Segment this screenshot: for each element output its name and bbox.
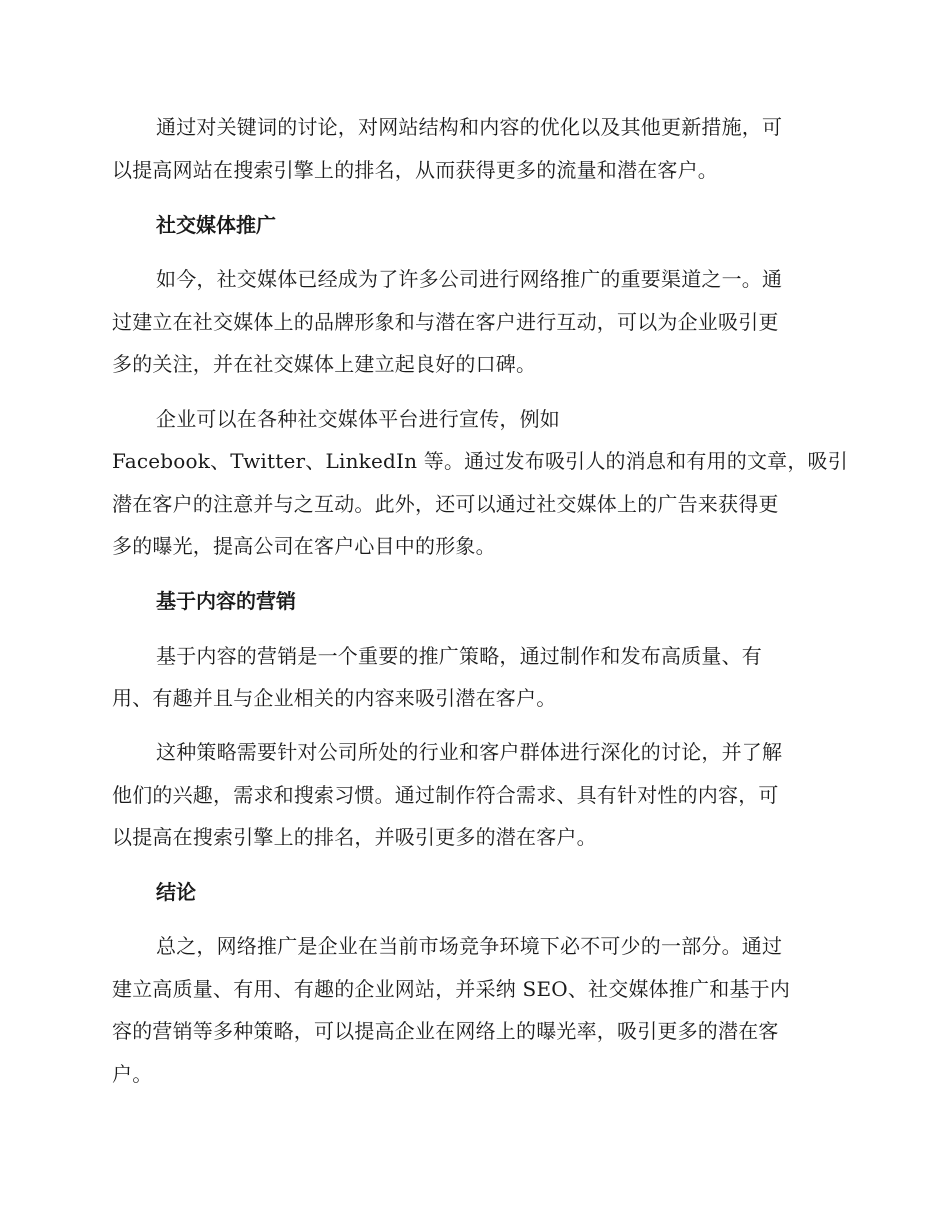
paragraph-5-line-1: 这种策略需要针对公司所处的行业和客户群体进行深化的讨论，并了解 bbox=[156, 740, 783, 764]
paragraph-4-line-1: 基于内容的营销是一个重要的推广策略，通过制作和发布高质量、有 bbox=[156, 644, 762, 668]
paragraph-2-line-2: 过建立在社交媒体上的品牌形象和与潜在客户进行互动，可以为企业吸引更 bbox=[112, 310, 779, 334]
paragraph-1-line-2: 以提高网站在搜索引擎上的排名，从而获得更多的流量和潜在客户。 bbox=[112, 158, 718, 182]
paragraph-4-line-2: 用、有趣并且与企业相关的内容来吸引潜在客户。 bbox=[112, 686, 557, 710]
paragraph-2-line-1: 如今，社交媒体已经成为了许多公司进行网络推广的重要渠道之一。通 bbox=[156, 267, 783, 291]
paragraph-6-line-3: 容的营销等多种策略，可以提高企业在网络上的曝光率，吸引更多的潜在客 bbox=[112, 1019, 779, 1043]
section-heading-social-media: 社交媒体推广 bbox=[156, 213, 276, 237]
section-heading-conclusion: 结论 bbox=[156, 880, 196, 904]
section-heading-content-marketing: 基于内容的营销 bbox=[156, 589, 296, 613]
paragraph-5-line-3: 以提高在搜索引擎上的排名，并吸引更多的潜在客户。 bbox=[112, 825, 597, 849]
paragraph-6-line-4: 户。 bbox=[112, 1062, 153, 1086]
paragraph-3-line-4: 多的曝光，提高公司在客户心目中的形象。 bbox=[112, 534, 496, 558]
paragraph-6-line-1: 总之，网络推广是企业在当前市场竞争环境下必不可少的一部分。通过 bbox=[156, 934, 783, 958]
paragraph-3-line-1: 企业可以在各种社交媒体平台进行宣传，例如 bbox=[156, 407, 560, 431]
paragraph-2-line-3: 多的关注，并在社交媒体上建立起良好的口碑。 bbox=[112, 352, 537, 376]
paragraph-5-line-2: 他们的兴趣，需求和搜索习惯。通过制作符合需求、具有针对性的内容，可 bbox=[112, 783, 779, 807]
paragraph-1-line-1: 通过对关键词的讨论，对网站结构和内容的优化以及其他更新措施，可 bbox=[156, 115, 783, 139]
paragraph-6-line-2: 建立高质量、有用、有趣的企业网站，并采纳 SEO、社交媒体推广和基于内 bbox=[112, 977, 791, 1001]
paragraph-3-line-3: 潜在客户的注意并与之互动。此外，还可以通过社交媒体上的广告来获得更 bbox=[112, 492, 779, 516]
paragraph-3-line-2: Facebook、Twitter、LinkedIn 等。通过发布吸引人的消息和有用的文章，吸引 bbox=[112, 449, 848, 473]
